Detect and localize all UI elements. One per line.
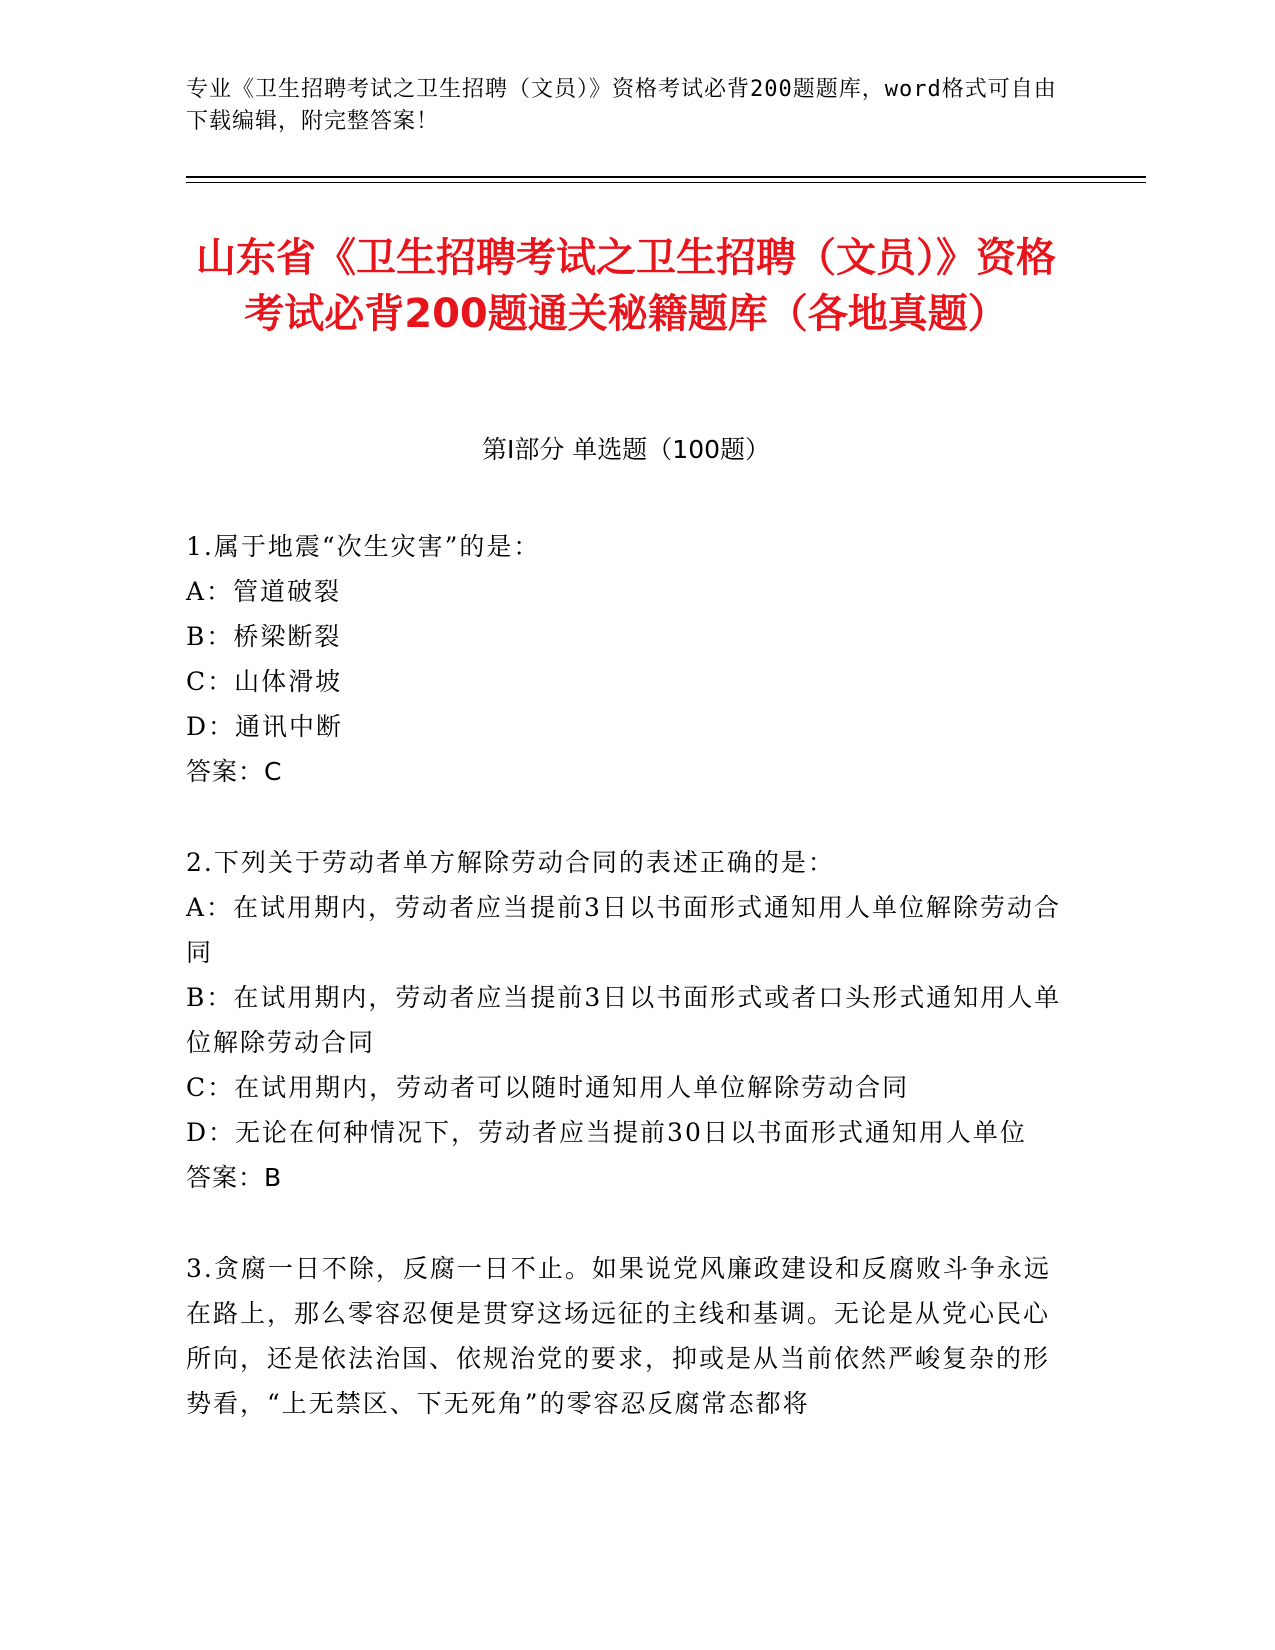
header-intro: 专业《卫生招聘考试之卫生招聘（文员）》资格考试必背200题题库，word格式可自由下载编辑，附完整答案！ xyxy=(186,77,1057,134)
section-heading: 第Ⅰ部分 单选题（100题） xyxy=(481,435,771,464)
option-d: D：无论在何种情况下，劳动者应当提前30日以书面形式通知用人单位 xyxy=(186,1118,1027,1147)
question-3 xyxy=(186,1246,1066,1426)
option-a: A：管道破裂 xyxy=(186,577,342,606)
header-divider-thin xyxy=(186,182,1146,183)
answer: 答案：B xyxy=(186,1163,283,1192)
option-b: B：桥梁断裂 xyxy=(186,622,342,651)
document-title: 山东省《卫生招聘考试之卫生招聘（文员）》资格考试必背200题通关秘籍题库（各地真题） xyxy=(196,235,1056,337)
option-d: D：通讯中断 xyxy=(186,712,344,741)
question-stem: 2.下列关于劳动者单方解除劳动合同的表述正确的是： xyxy=(186,848,835,877)
question-stem: 1.属于地震“次生灾害”的是： xyxy=(186,532,541,561)
question-list xyxy=(186,524,1066,1472)
answer: 答案：C xyxy=(186,757,283,786)
question-2 xyxy=(186,840,1066,1200)
header-divider-thick xyxy=(186,176,1146,178)
option-c: C：在试用期内，劳动者可以随时通知用人单位解除劳动合同 xyxy=(186,1073,910,1102)
option-c: C：山体滑坡 xyxy=(186,667,343,696)
question-stem: 3.贪腐一日不除，反腐一日不止。如果说党风廉政建设和反腐败斗争永远在路上，那么零容忍便是贯穿这场远征的主线和基调。无论是从党心民心所向，还是依法治国、依规治党的要求，抑或是从当前依然严峻复杂的形势看，“上无禁区、下无死角”的零容忍反腐常态都将 xyxy=(186,1254,1051,1418)
option-b: B：在试用期内，劳动者应当提前3日以书面形式或者口头形式通知用人单位解除劳动合同 xyxy=(186,983,1062,1057)
question-1 xyxy=(186,524,1066,794)
option-a: A：在试用期内，劳动者应当提前3日以书面形式通知用人单位解除劳动合同 xyxy=(186,893,1061,967)
